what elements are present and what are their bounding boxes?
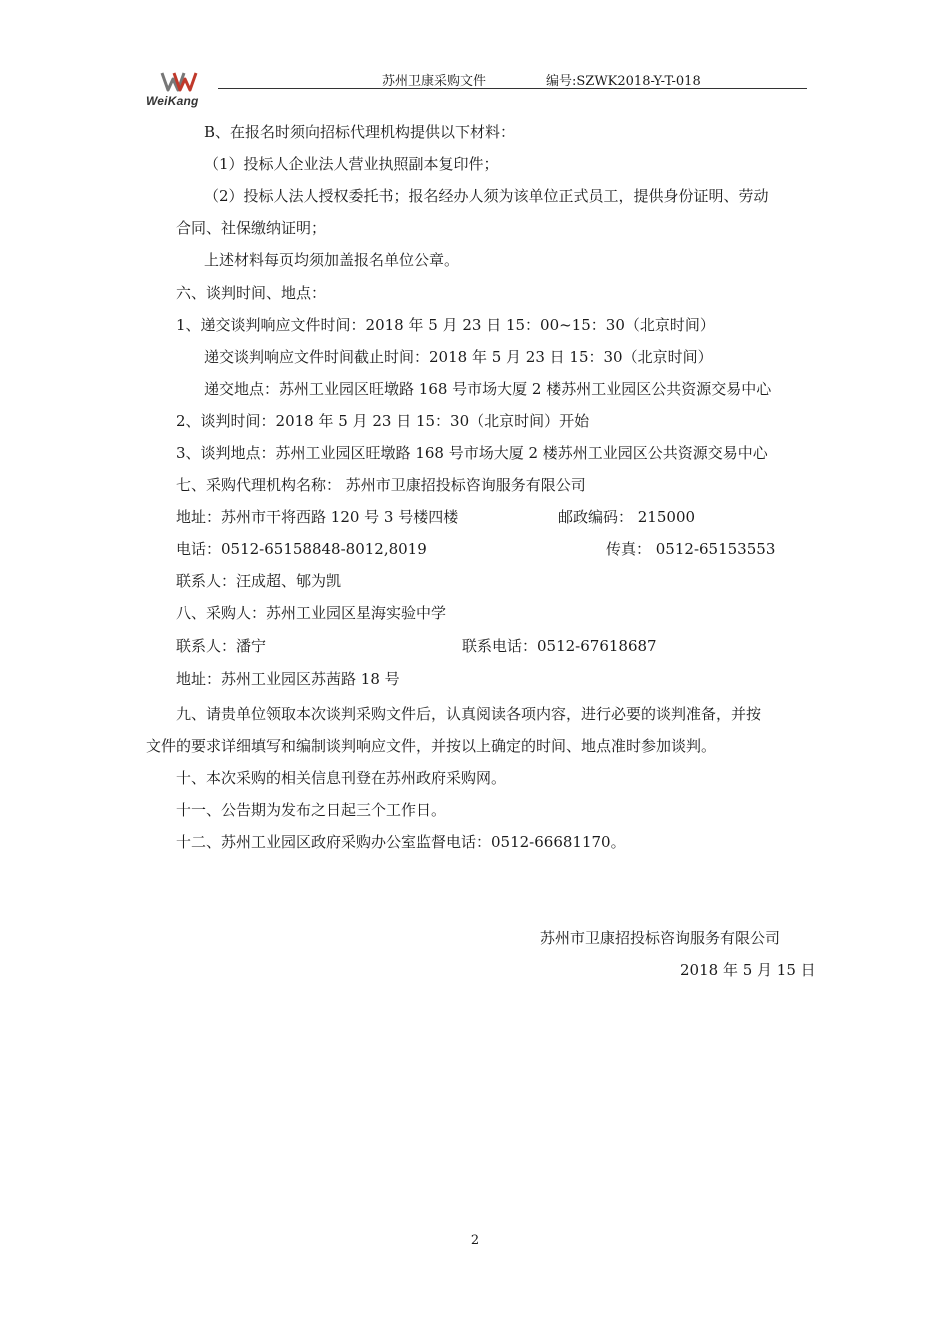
materials-stamp-note: 上述材料每页均须加盖报名单位公章。 [204,251,460,269]
header-title: 苏州卫康采购文件 [382,74,487,89]
agency-fax: 传真： 0512-65153553 [606,540,776,558]
section-9-line-2: 文件的要求详细填写和编制谈判响应文件，并按以上确定的时间、地点准时参加谈判。 [146,737,717,755]
header-divider [218,88,807,89]
weikang-logo [146,70,216,110]
materials-intro: B、在报名时须向招标代理机构提供以下材料： [204,123,516,141]
agency-address: 地址：苏州市干将西路 120 号 3 号楼四楼 [176,508,459,526]
signature-company: 苏州市卫康招投标咨询服务有限公司 [540,929,781,947]
section-11: 十一、公告期为发布之日起三个工作日。 [176,801,447,819]
materials-item-1: （1）投标人企业法人营业执照副本复印件； [204,155,499,173]
purchaser-address: 地址：苏州工业园区苏茜路 18 号 [176,670,400,688]
submit-place: 递交地点：苏州工业园区旺墩路 168 号市场大厦 2 楼苏州工业园区公共资源交易中心 [204,380,772,398]
negotiation-time: 2、谈判时间：2018 年 5 月 23 日 15：30（北京时间）开始 [176,412,590,430]
section-6-title: 六、谈判时间、地点： [176,284,327,302]
submit-deadline: 递交谈判响应文件时间截止时间：2018 年 5 月 23 日 15：30（北京时间） [204,348,713,366]
agency-phone: 电话：0512-65158848-8012,8019 [176,540,427,558]
materials-item-2-cont: 合同、社保缴纳证明； [176,219,327,237]
page-number: 2 [470,1233,480,1248]
negotiation-place: 3、谈判地点：苏州工业园区旺墩路 168 号市场大厦 2 楼苏州工业园区公共资源交易中心 [176,444,768,462]
purchaser-phone: 联系电话：0512-67618687 [462,637,657,655]
agency-contact: 联系人：汪成超、郇为凯 [176,572,342,590]
section-12: 十二、苏州工业园区政府采购办公室监督电话：0512-66681170。 [176,833,626,851]
agency-postcode: 邮政编码： 215000 [558,508,696,526]
section-8-title: 八、采购人：苏州工业园区星海实验中学 [176,604,447,622]
purchaser-contact: 联系人：潘宁 [176,637,267,655]
signature-date: 2018 年 5 月 15 日 [680,961,816,979]
section-10: 十、本次采购的相关信息刊登在苏州政府采购网。 [176,769,507,787]
section-7-title: 七、采购代理机构名称： 苏州市卫康招投标咨询服务有限公司 [176,476,586,494]
submit-time: 1、递交谈判响应文件时间：2018 年 5 月 23 日 15：00~15：30（北京时间） [176,316,715,334]
materials-item-2: （2）投标人法人授权委托书；报名经办人须为该单位正式员工，提供身份证明、劳动 [204,187,769,205]
weikang-logo-mark [160,70,200,94]
section-9-line-1: 九、请贵单位领取本次谈判采购文件后，认真阅读各项内容，进行必要的谈判准备，并按 [176,705,762,723]
document-code: 编号:SZWK2018-Y-T-018 [546,74,701,89]
logo-wordmark: WeiKang [146,94,199,108]
